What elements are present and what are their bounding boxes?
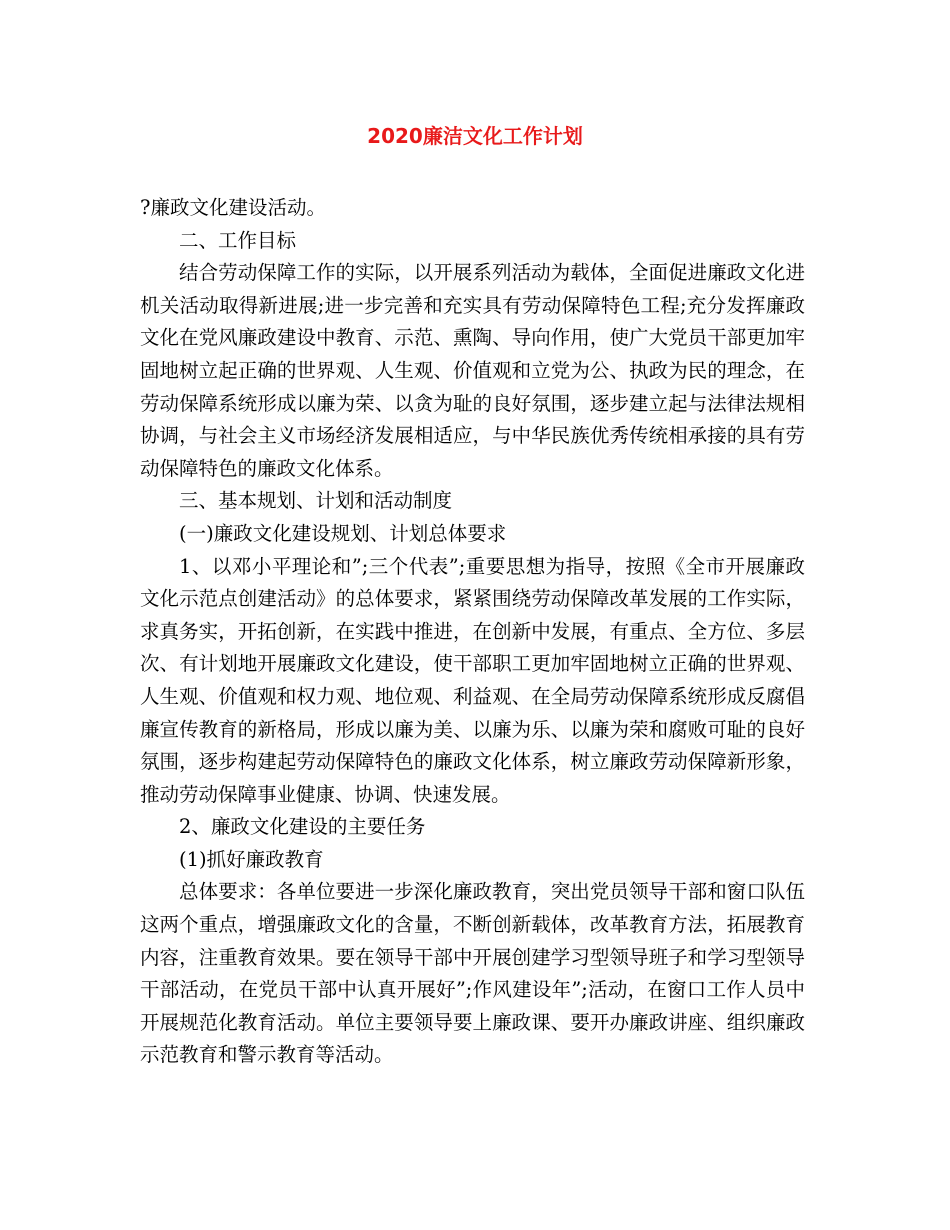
paragraph-intro-fragment: ?廉政文化建设活动。: [140, 196, 326, 219]
document-title: 2020廉洁文化工作计划: [367, 124, 583, 148]
paragraph-general-requirements: 总体要求：各单位要进一步深化廉政教育，突出党员领导干部和窗口队伍这两个重点，增强廉政文化的含量，不断创新载体，改革教育方法，拓展教育内容，注重教育效果。要在领导干部中开展创建学习型领导班子和学习型领导干部活动，在党员干部中认真开展好”;作风建设年”;活动，在窗口工作人员中开展规范化教育活动。单位主要领导要上廉政课、要开办廉政讲座、组织廉政示范教育和警示教育等活动。: [140, 880, 805, 1067]
section-heading-work-goals: 二、工作目标: [179, 228, 297, 252]
item-heading-integrity-education: (1)抓好廉政教育: [179, 847, 324, 871]
section-heading-basic-plan: 三、基本规划、计划和活动制度: [179, 489, 453, 513]
document-body: [140, 192, 805, 1072]
paragraph-guiding-principle: 1、以邓小平理论和”;三个代表”;重要思想为指导，按照《全市开展廉政文化示范点创建活动》的总体要求，紧紧围绕劳动保障改革发展的工作实际，求真务实，开拓创新，在实践中推进，在创新中发展，有重点、全方位、多层次、有计划地开展廉政文化建设，使干部职工更加牢固地树立正确的世界观、人生观、价值观和权力观、地位观、利益观、在全局劳动保障系统形成反腐倡廉宣传教育的新格局，形成以廉为美、以廉为乐、以廉为荣和腐败可耻的良好氛围，逐步构建起劳动保障特色的廉政文化体系，树立廉政劳动保障新形象，推动劳动保障事业健康、协调、快速发展。: [140, 554, 805, 806]
paragraph-work-goals: 结合劳动保障工作的实际，以开展系列活动为载体，全面促进廉政文化进机关活动取得新进展;进一步完善和充实具有劳动保障特色工程;充分发挥廉政文化在党风廉政建设中教育、示范、熏陶、导向作用，使广大党员干部更加牢固地树立起正确的世界观、人生观、价值观和立党为公、执政为民的理念，在劳动保障系统形成以廉为荣、以贪为耻的良好氛围，逐步建立起与法律法规相协调，与社会主义市场经济发展相适应，与中华民族优秀传统相承接的具有劳动保障特色的廉政文化体系。: [140, 261, 805, 480]
subsection-heading-main-tasks: 2、廉政文化建设的主要任务: [179, 815, 426, 839]
subsection-heading-overall-requirements: (一)廉政文化建设规划、计划总体要求: [179, 521, 507, 545]
